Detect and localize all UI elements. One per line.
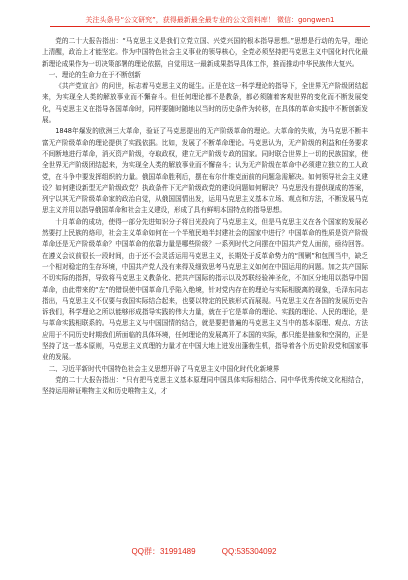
- paragraph-5: 党的二十大报告指出：“只有把马克思主义基本原理同中国具体实际相结合、同中华优秀传统文化相结合，坚持运用辩证唯物主义和历史唯物主义，才: [42, 375, 368, 396]
- section-heading-1: 一、理论的生命力在于不断创新: [48, 70, 141, 79]
- qq-group-text: QQ群：31991489: [131, 547, 196, 556]
- paragraph-2: 《共产党宣言》的问世，标志着马克思主义的诞生。正是在这一科学理论的指导下，全世界无产阶级团结起来，为实现全人类的解放事业而不懈奋斗。但任何理论都不是教条，都必须随着客观世界的变化而不断发展变化，马克思主义在指导各国革命时，同样要随时随地以当时的历史条件为转移，在具体的革命实践中不断创新发展。: [42, 82, 368, 125]
- section-heading-2: 二、习近平新时代中国特色社会主义思想开辟了马克思主义中国化时代化新境界: [48, 364, 280, 373]
- contact-footer: [0, 544, 408, 560]
- document-body: [42, 36, 368, 398]
- qq-text: QQ:535304092: [221, 547, 277, 556]
- paragraph-4: 十月革命的成功，使得一部分先进知识分子将目光投向了马克思主义，但是马克思主义在各个国家的发展必然要打上民族的烙印，社会主义革命如何在一个半殖民地半封建社会的国家中进行？中国革命的性质是资产阶级革命还是无产阶级革命？中国革命的依靠力量是哪些阶级？一系列时代之问摆在中国共产党人面前，亟待回答。在遵义会议前很长一段时间，由于还不会灵活运用马克思主义，长期处于反革命势力的“围剿”和包围当中，缺乏一个相对稳定的生存环境，中国共产党人没有来得及细致思考马克思主义如何在中国运用的问题。加之共产国际不切实际的指挥，导致将马克思主义教条化、把共产国际的指示以及苏联经验神圣化，不加区分地用以指导中国革命，由此带来的“左”的错误使中国革命几乎陷入绝境，针对党内存在的理论与实际相脱离的现象，毛泽东同志指出，马克思主义不仅要与我国实际结合起来，也要以特定的民族形式而展现。马克思主义在各国的发展历史告诉我们，科学理论之所以能够形成指导实践的伟大力量，就在于它是革命的理论、实践的理论、人民的理论，是与革命实践相联系的。马克思主义与中国国情的结合，就是要把普遍的马克思主义当中的基本原理、观点、方法应用于不同历史时期我们所面临的具体环境，任何理论的发展离开了本国的实际，都只能是抽象和空洞的，正是坚持了这一基本原则，马克思主义真理的力量才在中国大地上迸发出蓬勃生机，指导着各个历史阶段党和国家事业的发展。: [42, 217, 368, 362]
- paragraph-3: 1848年爆发的欧洲三大革命，验证了马克思提出的无产阶级革命的理论。大革命的失败，为马克思不断丰富无产阶级革命的理论提供了实践依据。比如，发展了不断革命理论。马克思认为，无产阶级的利益和任务要求不间断地进行革命，消灭资产阶级，夺取政权，建立无产阶级专政的国家。同时联合世界上一切的民族国家，使全世界无产阶级团结起来，为实现全人类的解放事业而不懈奋斗；认为无产阶级在革命中必须建立独立的工人政党，在斗争中要发挥组织的力量。俄国革命胜利后，摆在布尔什维克面前的问题急需解决。如何领导社会主义建设？如何建设新型无产阶级政党？执政条件下无产阶级政党的建设问题如何解决？马克思没有提供现成的答案，列宁以其无产阶级革命家的政治自觉，从俄国国情出发，运用马克思主义基本立场、观点和方法，不断发展马克思主义并用以指导俄国革命和社会主义建设，形成了具有鲜明本国特点的指导思想。: [42, 127, 368, 215]
- paragraph-1: 党的二十大报告指出：“马克思主义是我们立党立国、兴党兴国的根本指导思想。”思想是行动的先导，理论上清醒，政治上才能坚定。作为中国特色社会主义事业的领导核心，全党必须坚持把马克思主义中国化时代化最新理论成果作为一切决策部署的理论依据，自觉用这一最新成果指导具体工作，推而推动中华民族伟大复兴。: [42, 37, 368, 68]
- promo-banner: 关注头条号“公文研究”，获得最新最全最专业的公文资料库！ 微信：gongwen1: [50, 14, 370, 27]
